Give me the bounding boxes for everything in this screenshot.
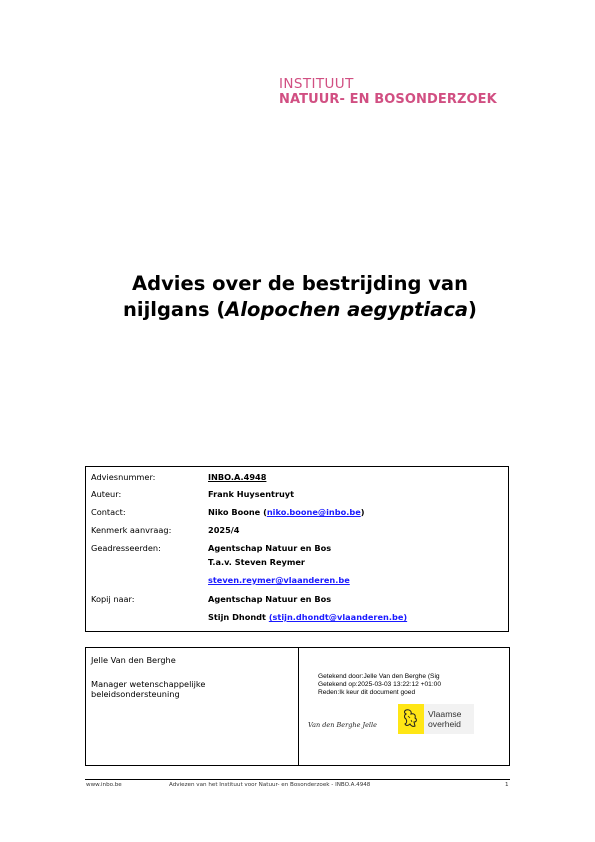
kopij-name-value bbox=[208, 612, 407, 622]
signer-role-line-1: Manager wetenschappelijke bbox=[91, 678, 206, 689]
title-line-1: Advies over de bestrijding van bbox=[132, 272, 468, 295]
badge-line-2: overheid bbox=[428, 719, 461, 729]
logo-line-1: INSTITUUT bbox=[279, 76, 354, 92]
contact-suffix: ) bbox=[360, 507, 365, 517]
contact-email-link[interactable]: niko.boone@inbo.be bbox=[266, 507, 361, 517]
document-title bbox=[60, 271, 540, 323]
flemish-lion-icon bbox=[398, 704, 424, 734]
signed-on: Getekend op:2025-03-03 13:22:12 +01:00 bbox=[318, 681, 442, 689]
digital-signature-info bbox=[318, 673, 441, 698]
inbo-logo bbox=[279, 77, 497, 107]
contact-value bbox=[208, 507, 365, 517]
title-line-2 bbox=[60, 297, 540, 323]
signer-name: Jelle Van den Berghe bbox=[91, 655, 176, 665]
title-species: Alopochen aegyptiaca bbox=[225, 298, 469, 321]
auteur-value: Frank Huysentruyt bbox=[208, 489, 295, 499]
footer-website: www.inbo.be bbox=[86, 782, 122, 788]
signer-info bbox=[91, 655, 205, 700]
geadresseerden-tav: T.a.v. Steven Reymer bbox=[208, 557, 305, 567]
signature-box bbox=[85, 647, 510, 766]
advice-info-box bbox=[85, 466, 509, 632]
contact-label: Contact: bbox=[91, 507, 126, 517]
kopij-label: Kopij naar: bbox=[91, 594, 135, 604]
geadresseerden-email-link[interactable]: steven.reymer@vlaanderen.be bbox=[208, 575, 350, 585]
kenmerk-label: Kenmerk aanvraag: bbox=[91, 525, 172, 535]
footer-divider bbox=[85, 779, 510, 780]
signer-role-line-2: beleidsondersteuning bbox=[91, 689, 180, 699]
footer-page-number: 1 bbox=[505, 782, 509, 788]
auteur-label: Auteur: bbox=[91, 489, 122, 499]
kopij-org: Agentschap Natuur en Bos bbox=[208, 594, 332, 604]
geadresseerden-org: Agentschap Natuur en Bos bbox=[208, 543, 332, 553]
adviesnummer-value: INBO.A.4948 bbox=[208, 472, 267, 482]
signed-by: Getekend door:Jelle Van den Berghe (Sig bbox=[318, 673, 440, 680]
vlaamse-overheid-badge bbox=[398, 704, 474, 734]
title-prefix: nijlgans ( bbox=[123, 298, 226, 321]
signature-reason: Reden:Ik keur dit document goed bbox=[318, 689, 416, 697]
kopij-email-link[interactable]: (stijn.dhondt@vlaanderen.be) bbox=[268, 612, 408, 622]
geadresseerden-label: Geadresseerden: bbox=[91, 543, 161, 553]
footer-series: Adviezen van het Instituut voor Natuur- en Bosonderzoek - INBO.A.4948 bbox=[169, 782, 371, 788]
kenmerk-value: 2025/4 bbox=[208, 525, 240, 535]
logo-line-2: NATUUR- EN BOSONDERZOEK bbox=[279, 92, 497, 107]
title-suffix: ) bbox=[468, 298, 477, 321]
contact-name: Niko Boone ( bbox=[208, 507, 267, 517]
adviesnummer-label: Adviesnummer: bbox=[91, 472, 156, 482]
vlaamse-overheid-text bbox=[428, 709, 461, 729]
badge-line-1: Vlaamse bbox=[428, 709, 462, 719]
kopij-name: Stijn Dhondt bbox=[208, 612, 269, 622]
handwritten-signature: Van den Berghe Jelle bbox=[308, 721, 377, 729]
signature-divider bbox=[298, 648, 299, 765]
